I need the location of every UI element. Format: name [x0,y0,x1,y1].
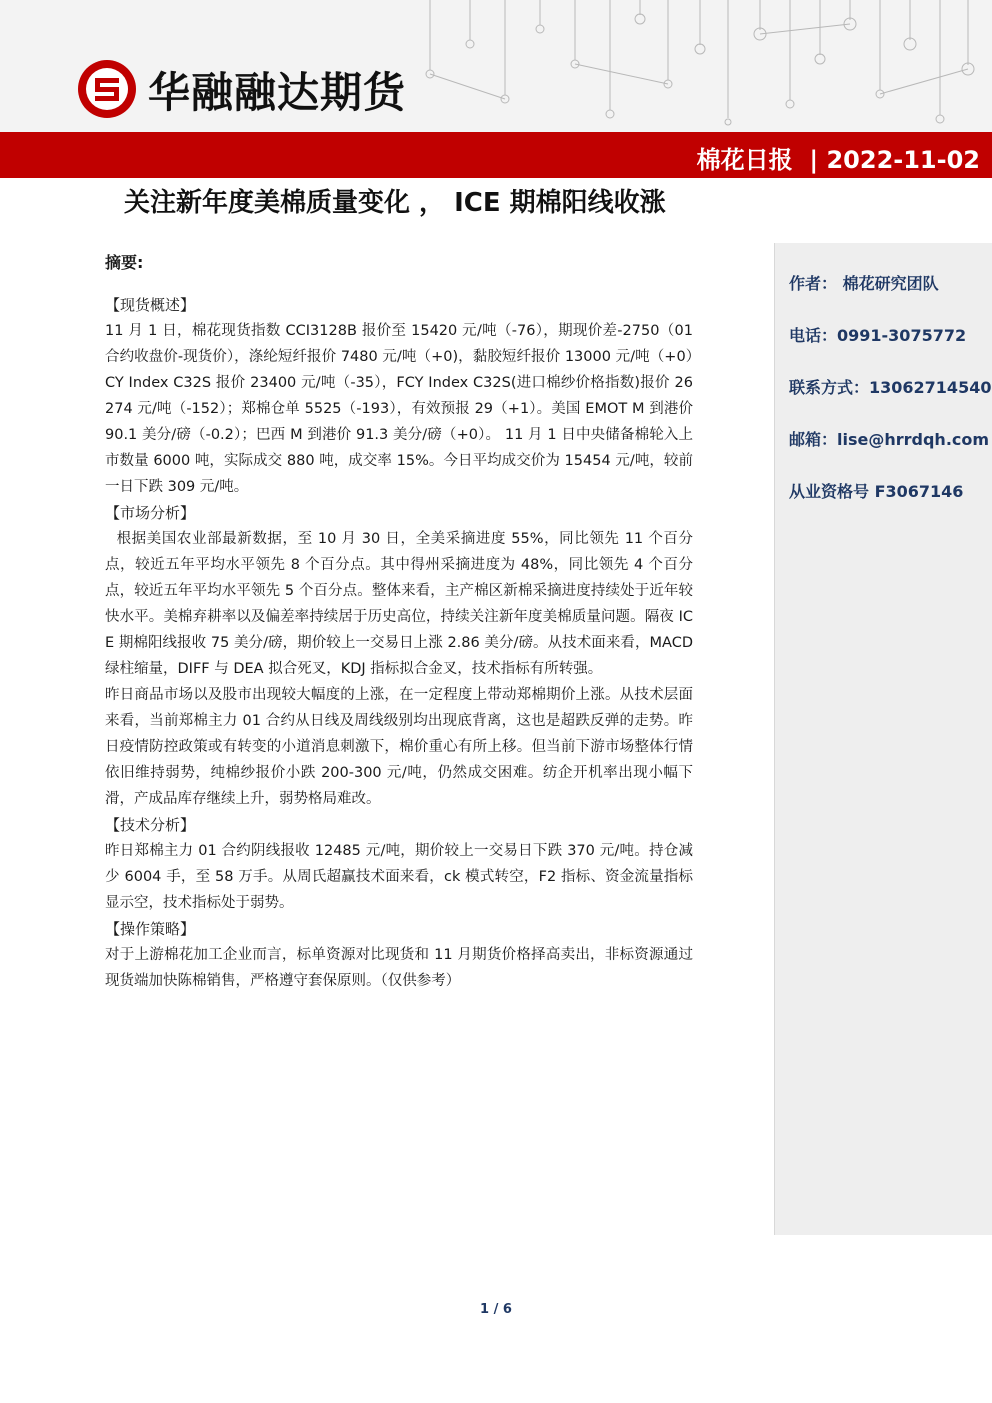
report-body [105,252,693,994]
market-section-text-1: 根据美国农业部最新数据，至 10 月 30 日，全美采摘进度 55%，同比领先 11 个百分点，较近五年平均水平领先 8 个百分点。其中得州采摘进度为 48%，同比领先 4 个百分点，较近五年平均水平领先 5 个百分点。整体来看，主产棉区新棉采摘进度持续处于近年较快水平。美棉弃耕率以及偏差率持续居于历史高位，持续关注新年度美棉质量问题。隔夜 ICE 期棉阳线报收 75 美分/磅，期价较上一交易日上涨 2.86 美分/磅。从技术面来看，MACD 绿柱缩量，DIFF 与 DEA 拟合死叉，KDJ 指标拟合金叉，技术指标有所转强。 [105,531,693,677]
report-banner [0,132,992,178]
market-section-text-2: 昨日商品市场以及股市出现较大幅度的上涨，在一定程度上带动郑棉期价上涨。从技术层面来看，当前郑棉主力 01 合约从日线及周线级别均出现底背离，这也是超跌反弹的走势。昨日疫情防控政策或有转变的小道消息刺激下，棉价重心有所上移。但当前下游市场整体行情依旧维持弱势，纯棉纱报价小跌 200-300 元/吨，仍然成交困难。纺企开机率出现小幅下滑，产成品库存继续上升，弱势格局难改。 [105,687,693,807]
spot-section-heading: 【现货概述】 [105,296,196,314]
report-type-and-date: 棉花日报 | 2022-11-02 [696,146,980,174]
author-sidebar [774,243,992,1235]
spot-section-text: 11 月 1 日，棉花现货指数 CCI3128B 报价至 15420 元/吨（-76），期现价差-2750（01 合约收盘价-现货价），涤纶短纤报价 7480 元/吨（+0)，黏胶短纤报价 13000 元/吨（+0）CY Index C32S 报价 23400 元/吨（-35），FCY Index C32S(进口棉纱价格指数)报价 26274 元/吨（-152）；郑棉仓单 5525（-193），有效预报 29（+1）。美国 EMOT M 到港价 90.1 美分/磅（-0.2）；巴西 M 到港价 91.3 美分/磅（+0）。 11 月 1 日中央储备棉轮入上市数量 6000 吨，实际成交 880 吨，成交率 15%。今日平均成交价为 15454 元/吨，较前一日下跌 309 元/吨。 [105,323,693,495]
contact-info: 联系方式：13062714540 [789,378,992,397]
page-number: 1 / 6 [480,1302,512,1317]
market-section-heading: 【市场分析】 [105,504,196,522]
company-logo-icon [76,58,138,120]
page-header [0,0,992,180]
phone-info: 电话：0991-3075772 [789,326,967,345]
page-title: 关注新年度美棉质量变化 ， ICE 期棉阳线收涨 [124,188,666,218]
author-info: 作者： 棉花研究团队 [789,274,939,293]
summary-label: 摘要: [105,253,144,272]
strategy-section-text: 对于上游棉花加工企业而言，标单资源对比现货和 11 月期货价格择高卖出，非标资源通过现货端加快陈棉销售，严格遵守套保原则。（仅供参考） [105,947,693,989]
strategy-section-heading: 【操作策略】 [105,920,196,938]
company-name: 华融融达期货 [148,68,407,117]
tech-section-text: 昨日郑棉主力 01 合约阴线报收 12485 元/吨，期价较上一交易日下跌 370 元/吨。持仓减少 6004 手，至 58 万手。从周氏超赢技术面来看，ck 模式转空，F2 指标、资金流量指标显示空，技术指标处于弱势。 [105,843,693,911]
email-info: 邮箱：lise@hrrdqh.com [789,430,990,449]
license-info: 从业资格号 F3067146 [789,482,964,501]
tech-section-heading: 【技术分析】 [105,816,196,834]
